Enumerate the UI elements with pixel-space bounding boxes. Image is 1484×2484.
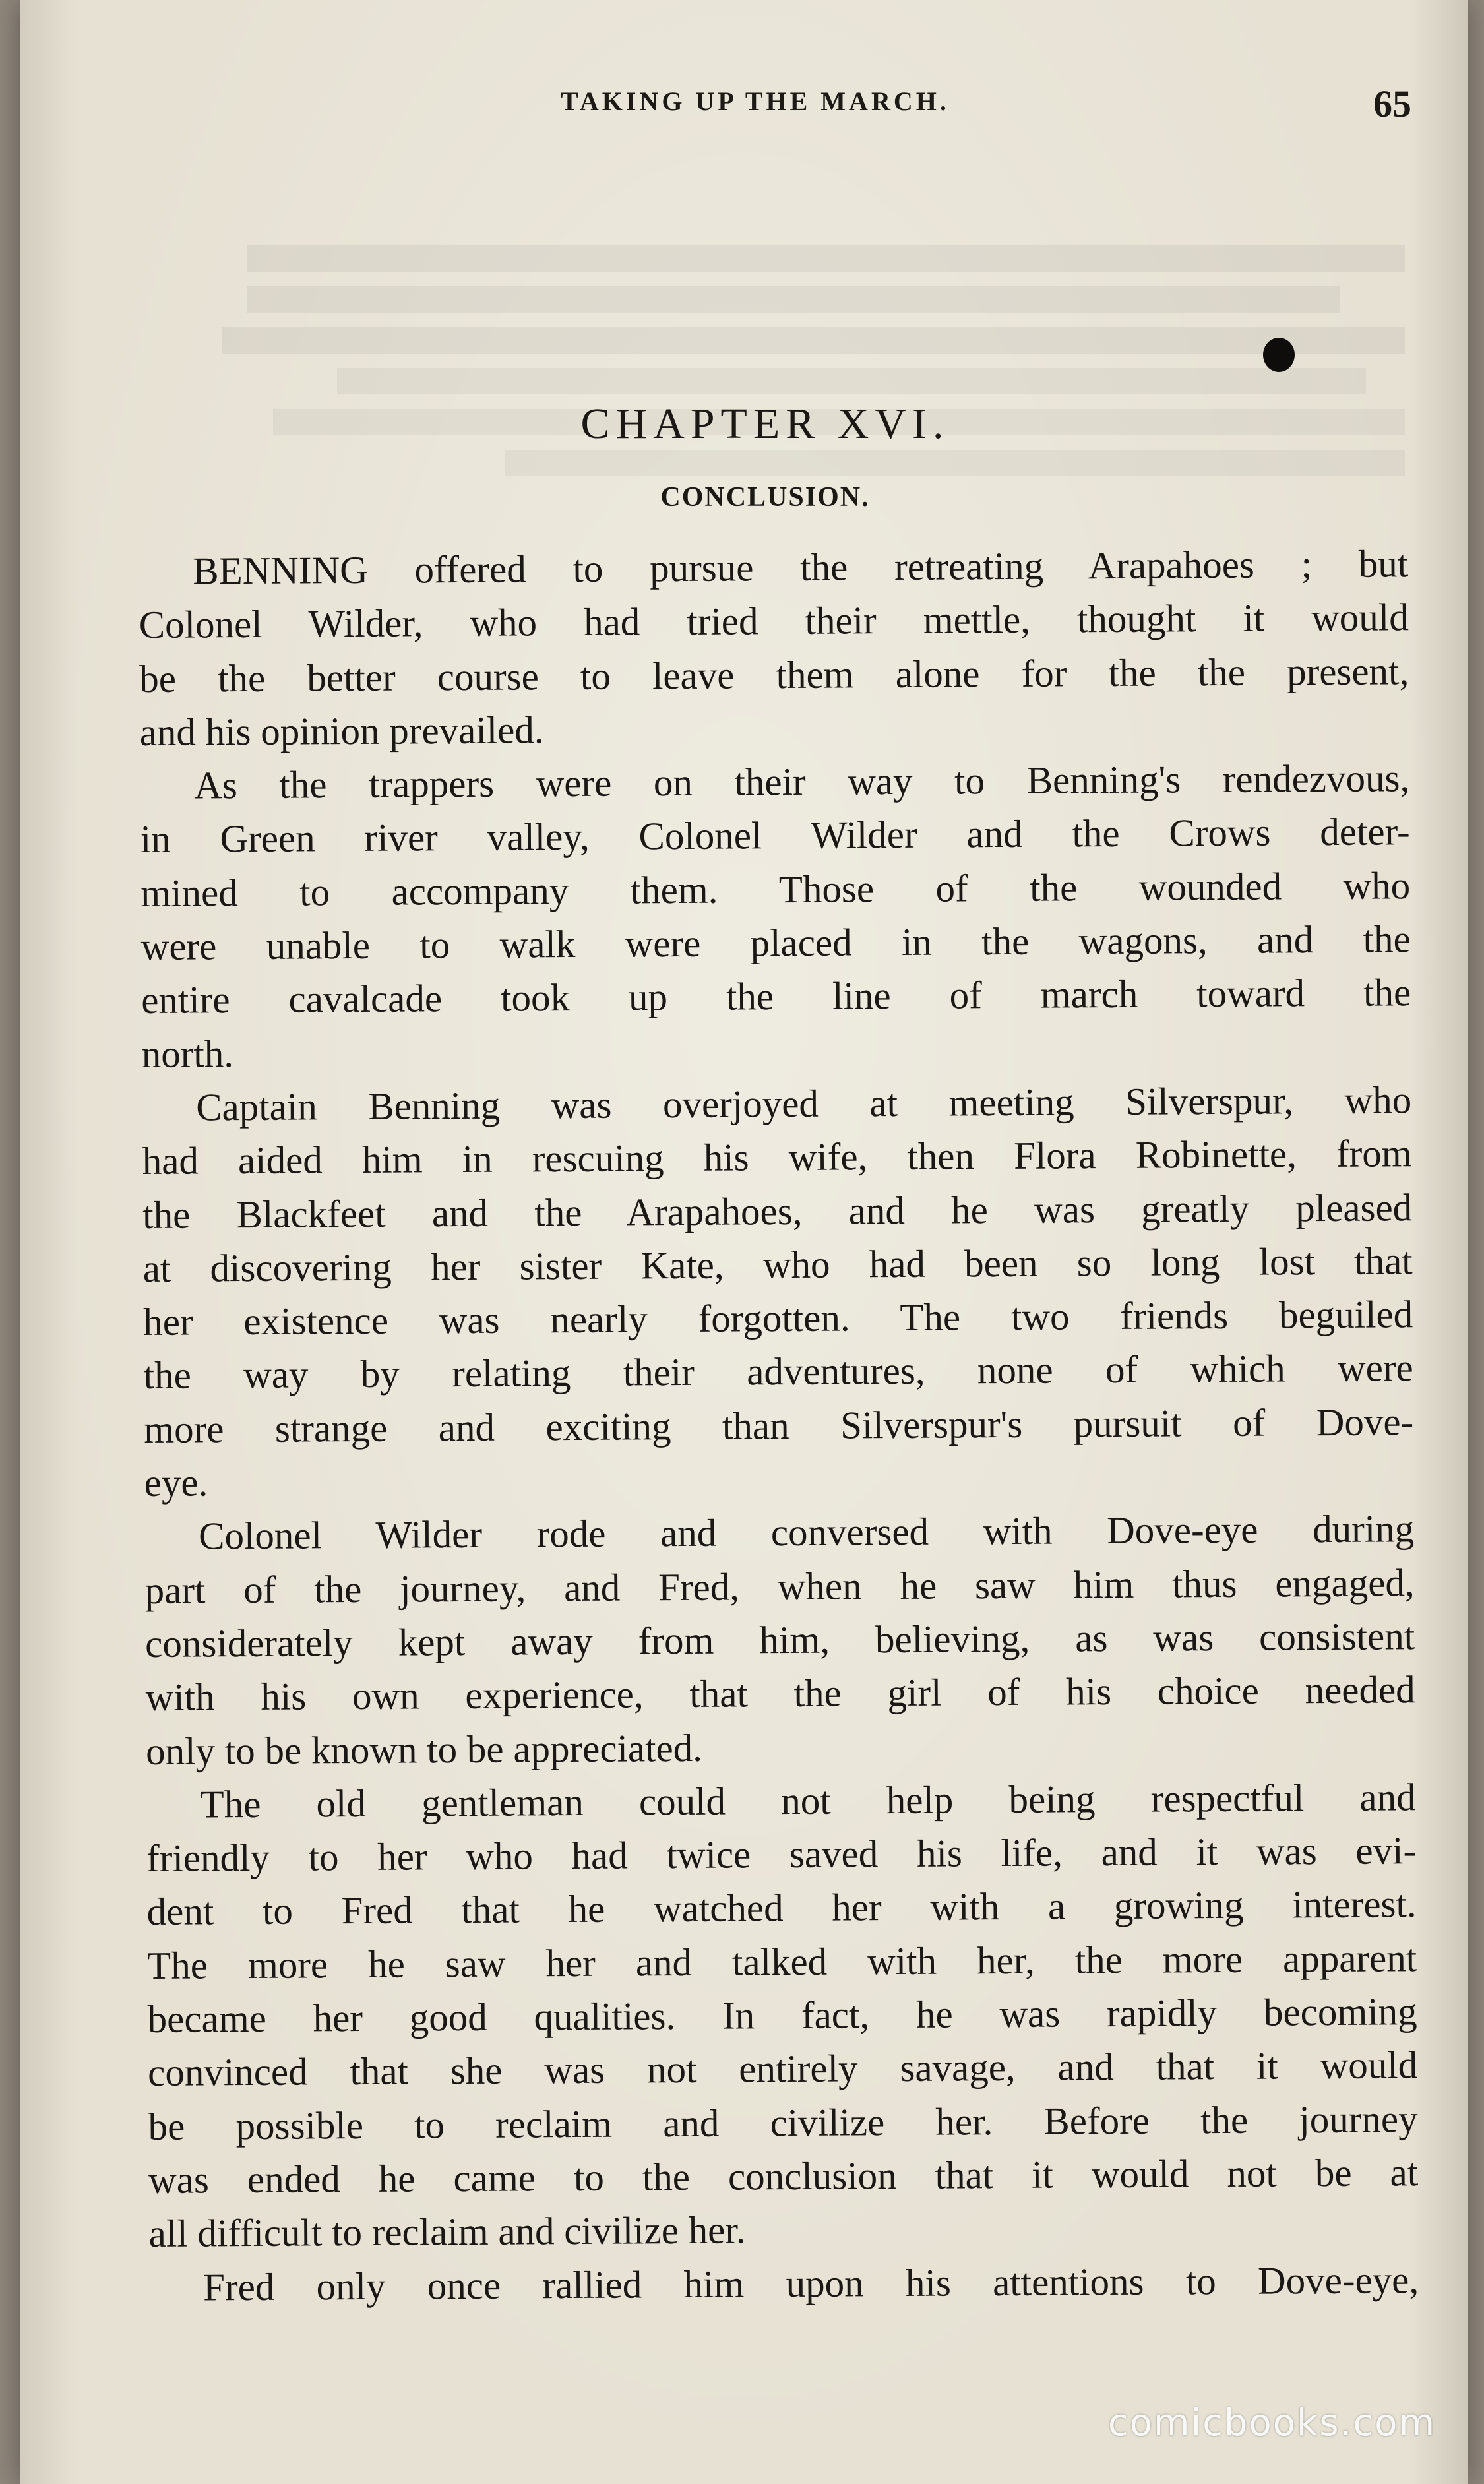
book-page (20, 0, 1468, 2484)
paragraph (144, 1503, 1415, 1778)
text-line: all difficult to reclaim and civilize her. (148, 2208, 746, 2256)
text-line: in Green river valley, Colonel Wilder and the Crows deter- (140, 809, 1410, 861)
running-head (99, 82, 1411, 125)
text-line: The more he saw her and talked with her, the more apparent (146, 1935, 1417, 1987)
text-line: north. (141, 1031, 234, 1076)
text-line: the Blackfeet and the Arapahoes, and he was greatly pleased (142, 1185, 1413, 1237)
chapter-title: CHAPTER XVI. (580, 400, 950, 448)
paragraph (146, 1770, 1418, 2260)
text-line: with his own experience, that the girl of his choice needed (145, 1667, 1415, 1720)
text-line: was ended he came to the conclusion that it would not be at (148, 2150, 1419, 2202)
watermark: comicbooks.com (1107, 2402, 1436, 2444)
text-line: friendly to her who had twice saved his life, and it was evi- (146, 1828, 1417, 1880)
text-line: convinced that she was not entirely savage, and that it would (147, 2043, 1418, 2095)
text-line: As the trappers were on their way to Benning's rendezvous, (194, 756, 1410, 807)
text-line: were unable to walk were placed in the wagons, and the (140, 917, 1411, 969)
text-line: The old gentleman could not help being respectful and (200, 1775, 1416, 1826)
text-line: be possible to reclaim and civilize her. Before the journey (148, 2096, 1418, 2148)
paragraph (142, 1073, 1414, 1510)
page-number: 65 (1373, 82, 1411, 125)
text-line: BENNING offered to pursue the retreating Arapahoes ; but (193, 542, 1409, 593)
text-line: entire cavalcade took up the line of march toward the (141, 970, 1411, 1022)
text-line: only to be known to be appreciated. (145, 1725, 703, 1773)
chapter-body (139, 537, 1419, 2314)
text-line: and his opinion prevailed. (139, 708, 544, 754)
text-line: mined to accompany them. Those of the wounded who (140, 863, 1411, 915)
text-line: be the better course to leave them alone for the the present, (139, 648, 1409, 700)
chapter-subtitle: CONCLUSION. (660, 482, 870, 512)
paragraph (140, 751, 1411, 1081)
text-line: had aided him in rescuing his wife, then Flora Robinette, from (142, 1131, 1412, 1183)
text-line: more strange and exciting than Silverspur's pursuit of Dove- (143, 1399, 1414, 1451)
text-line: dent to Fred that he watched her with a growing interest. (146, 1882, 1417, 1934)
text-line: Captain Benning was overjoyed at meeting Silverspur, who (196, 1078, 1412, 1129)
text-line: her existence was nearly forgotten. The two friends beguiled (142, 1292, 1413, 1344)
text-line: Colonel Wilder rode and conversed with Dove-eye during (198, 1506, 1415, 1558)
text-line: Colonel Wilder, who had tried their mettle, thought it would (139, 595, 1409, 647)
running-title: TAKING UP THE MARCH. (561, 86, 950, 116)
text-line: the way by relating their adventures, none of which were (143, 1346, 1413, 1398)
ink-blot (1263, 338, 1295, 372)
text-line: eye. (144, 1460, 208, 1505)
text-line: Fred only once rallied him upon his attentions to Dove-eye, (202, 2257, 1419, 2309)
text-line: considerately kept away from him, believing, as was consistent (144, 1614, 1415, 1665)
paragraph (149, 2253, 1419, 2314)
text-line: part of the journey, and Fred, when he saw him thus engaged, (144, 1560, 1415, 1612)
paragraph (139, 537, 1409, 759)
text-line: at discovering her sister Kate, who had been so long lost that (142, 1239, 1413, 1290)
text-line: became her good qualities. In fact, he was rapidly becoming (147, 1989, 1417, 2041)
